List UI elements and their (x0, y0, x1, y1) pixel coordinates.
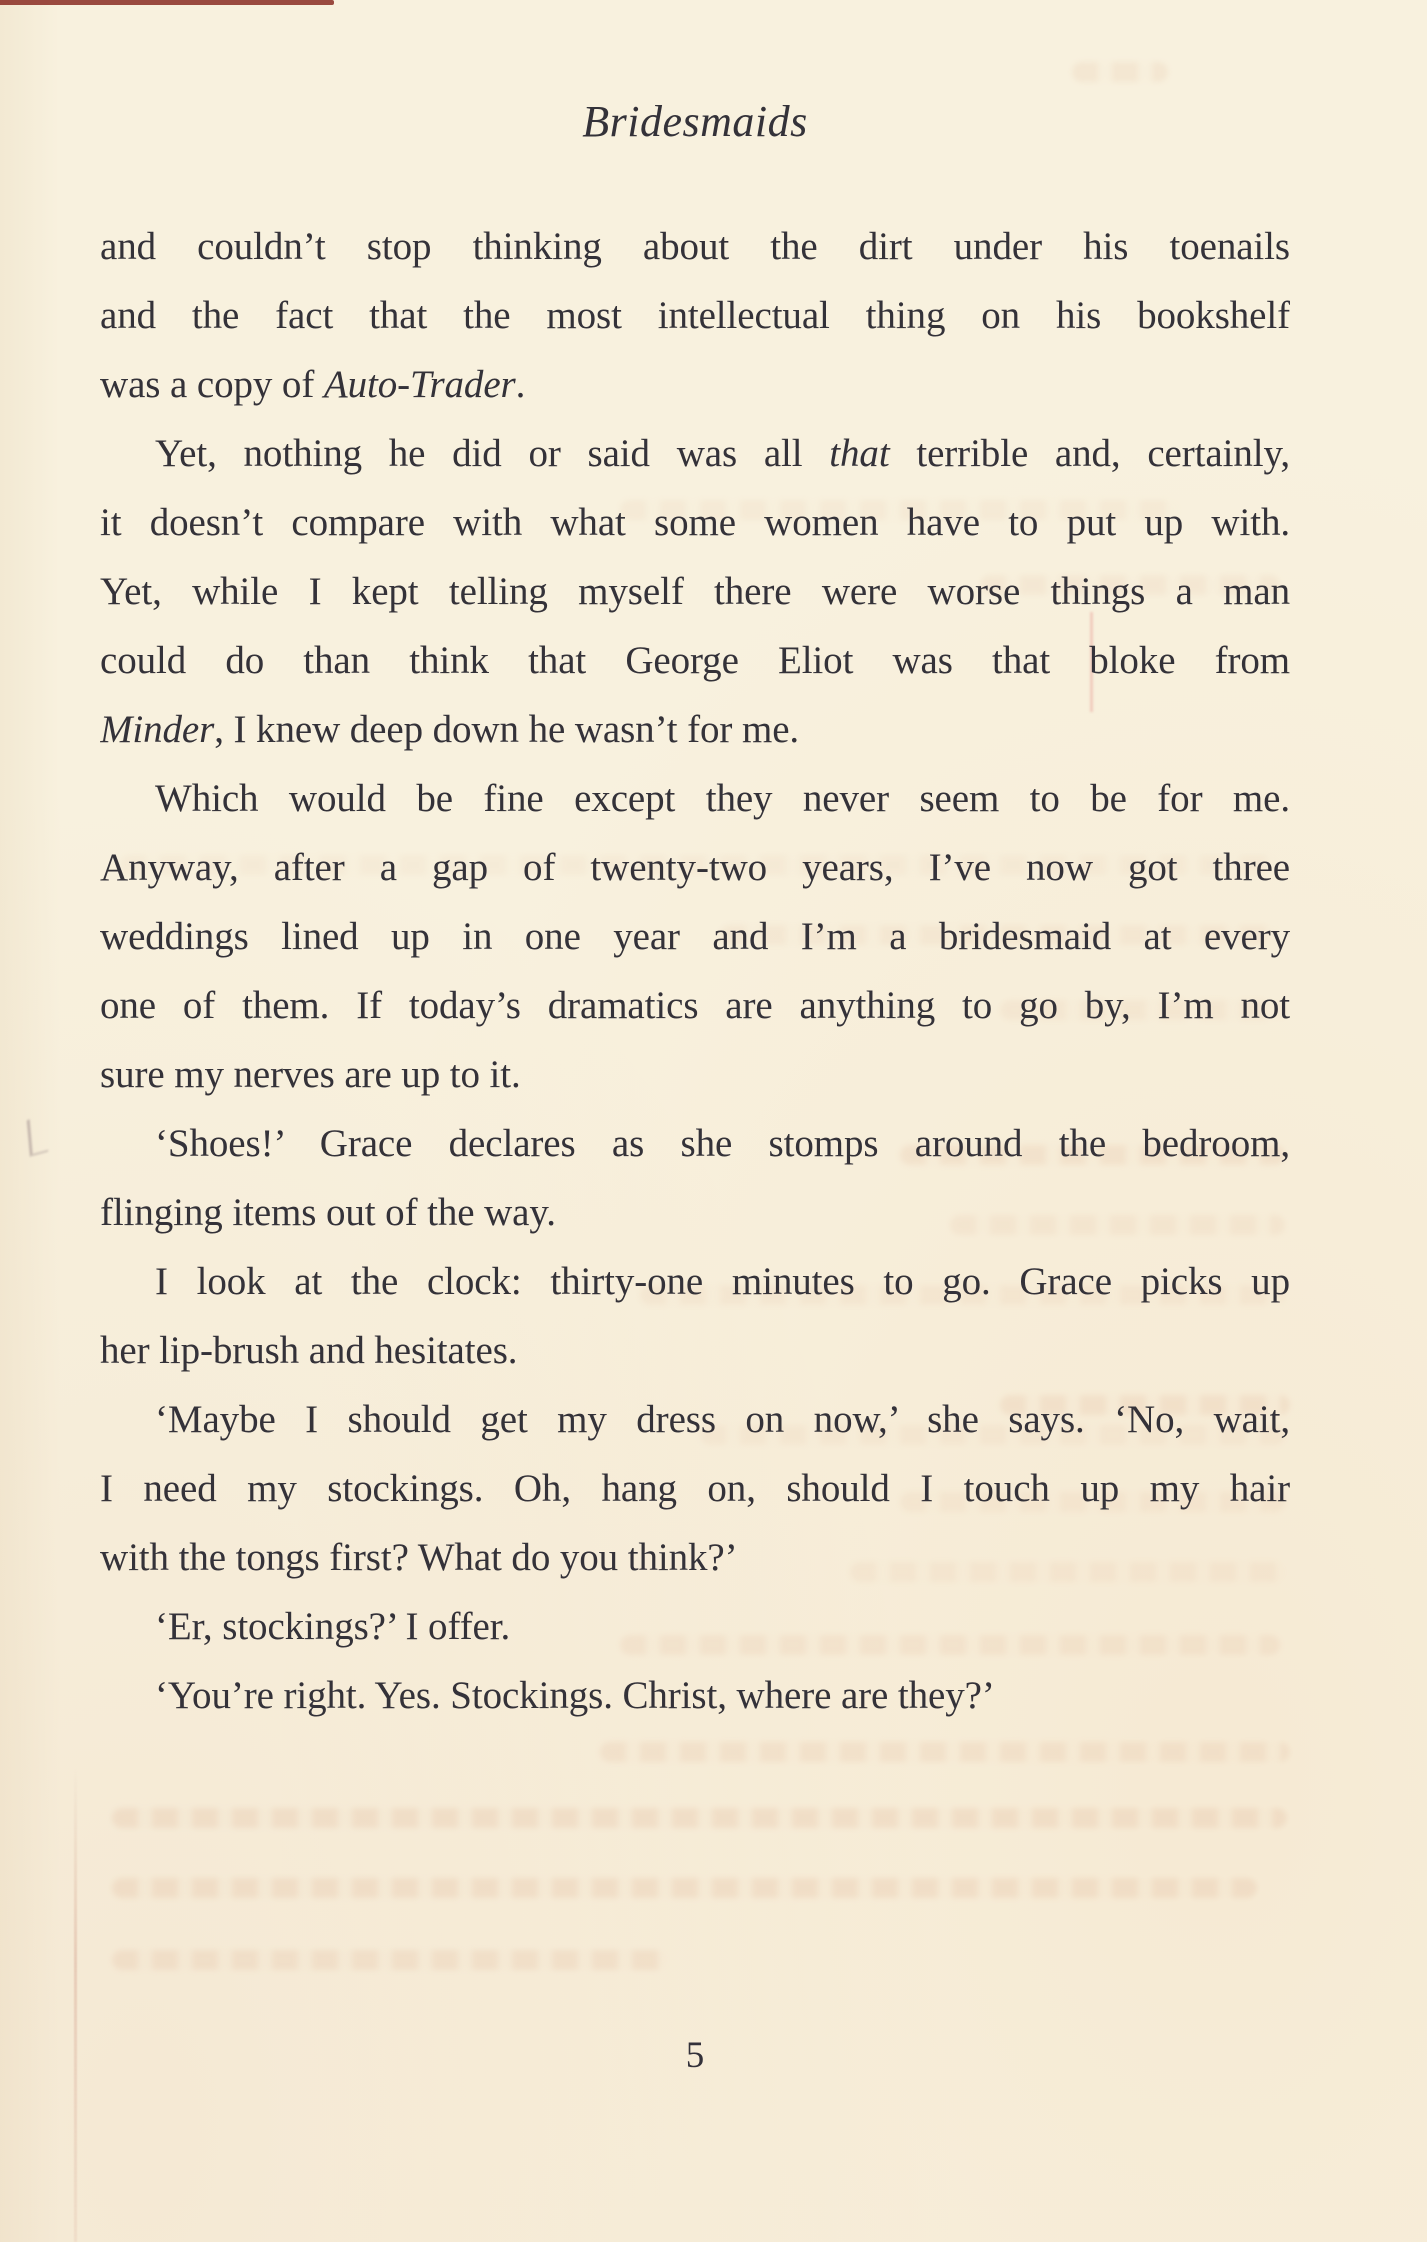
text-segment: Yet, nothing he did or said was all (155, 432, 830, 475)
text-line (100, 902, 1290, 971)
page-number: 5 (685, 2035, 705, 2076)
bleedthrough-line (1072, 62, 1168, 82)
text-segment: her lip-brush and hesitates. (100, 1329, 518, 1372)
text-segment: I look at the clock: thirty-one minutes to go. Grace picks up (155, 1260, 1290, 1303)
text-line (100, 764, 1290, 833)
text-segment: and couldn’t stop thinking about the dirt under his toenails (100, 225, 1290, 268)
text-segment: ‘Shoes!’ Grace declares as she stomps around the bedroom, (155, 1122, 1290, 1165)
text-segment: flinging items out of the way. (100, 1191, 556, 1234)
text-segment: Yet, while I kept telling myself there were worse things a man (100, 570, 1290, 613)
text-line (100, 695, 1290, 764)
text-segment: could do than think that George Eliot was that bloke from (100, 639, 1290, 682)
text-line (100, 1523, 1290, 1592)
text-segment: I need my stockings. Oh, hang on, should I touch up my hair (100, 1467, 1290, 1510)
text-line (100, 1661, 1290, 1730)
text-line (100, 557, 1290, 626)
text-line (100, 419, 1290, 488)
text-segment: was a copy of (100, 363, 324, 406)
text-line (100, 1109, 1290, 1178)
text-line (100, 1385, 1290, 1454)
bleedthrough-line (112, 1878, 1257, 1898)
text-segment: Anyway, after a gap of twenty-two years, I’ve now got three (100, 846, 1290, 889)
text-line (100, 281, 1290, 350)
text-line (100, 488, 1290, 557)
text-segment: . (515, 363, 526, 406)
text-segment: with the tongs first? What do you think?’ (100, 1536, 738, 1579)
text-segment: it doesn’t compare with what some women have to put up with. (100, 501, 1290, 544)
text-segment: Which would be fine except they never seem to be for me. (155, 777, 1290, 820)
text-segment: , I knew deep down he wasn’t for me. (214, 708, 800, 751)
text-segment: sure my nerves are up to it. (100, 1053, 521, 1096)
page-header (100, 96, 1290, 166)
text-line (100, 1178, 1290, 1247)
text-segment: ‘Maybe I should get my dress on now,’ she says. ‘No, wait, (155, 1398, 1290, 1441)
bleedthrough-line (112, 1950, 667, 1970)
text-segment: terrible and, certainly, (889, 432, 1290, 475)
italic-text-segment: Minder (100, 708, 215, 751)
text-line (100, 212, 1290, 281)
chapter-title: Bridesmaids (582, 97, 808, 146)
text-line (100, 1316, 1290, 1385)
text-line (100, 350, 1290, 419)
text-segment: and the fact that the most intellectual thing on his bookshelf (100, 294, 1290, 337)
bleedthrough-line (112, 1808, 1287, 1828)
page-crease (74, 1768, 77, 2242)
body-text (100, 212, 1290, 1730)
text-line (100, 1454, 1290, 1523)
italic-text-segment: Auto-Trader (323, 363, 516, 406)
text-segment: weddings lined up in one year and I’m a bridesmaid at every (100, 915, 1290, 958)
text-segment: ‘You’re right. Yes. Stockings. Christ, where are they?’ (155, 1674, 995, 1717)
text-line (100, 1040, 1290, 1109)
margin-mark (27, 1115, 49, 1156)
text-line (100, 1247, 1290, 1316)
text-line (100, 1592, 1290, 1661)
text-line (100, 833, 1290, 902)
text-segment: ‘Er, stockings?’ I offer. (155, 1605, 511, 1648)
text-line (100, 626, 1290, 695)
bleedthrough-line (600, 1742, 1290, 1762)
text-line (100, 971, 1290, 1040)
text-segment: one of them. If today’s dramatics are anything to go by, I’m not (100, 984, 1290, 1027)
scan-edge-artifact (0, 0, 334, 5)
italic-text-segment: that (829, 432, 890, 475)
